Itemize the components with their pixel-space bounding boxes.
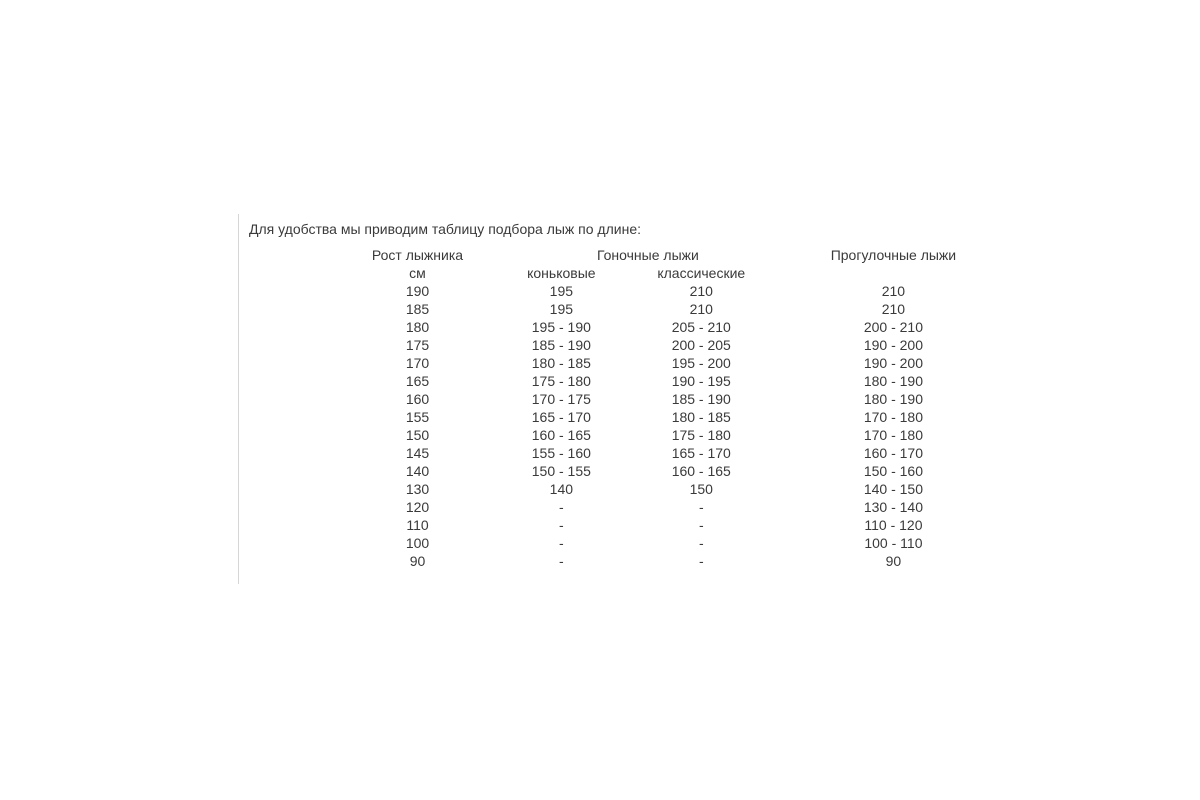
cell-walking: 100 - 110 <box>864 535 923 551</box>
cell-height: 155 <box>405 409 430 425</box>
cell-skate: - <box>559 553 564 569</box>
cell-classic: 210 <box>689 301 713 317</box>
cell-skate: 165 - 170 <box>531 409 591 425</box>
cell-walking: 180 - 190 <box>863 373 923 389</box>
cell-skate: - <box>559 517 564 533</box>
cell-skate: 140 <box>549 481 574 497</box>
table-body <box>327 246 999 570</box>
cell-skate: 185 - 190 <box>531 337 591 353</box>
cell-walking: 170 - 180 <box>863 409 923 425</box>
intro-text: Для удобства мы приводим таблицу подбора лыж по длине: <box>249 221 641 237</box>
cell-classic: 195 - 200 <box>671 355 731 371</box>
cell-walking: 110 - 120 <box>864 517 923 533</box>
cell-walking: 190 - 200 <box>863 355 923 371</box>
cell-height: 145 <box>405 445 430 461</box>
cell-walking: 130 - 140 <box>863 499 923 515</box>
cell-skate: 150 - 155 <box>531 463 591 479</box>
table-row <box>327 318 999 336</box>
cell-classic: - <box>698 499 704 515</box>
header-classic: классические <box>657 265 746 281</box>
header-row-1 <box>327 246 999 264</box>
cell-height: 150 <box>405 427 430 443</box>
cell-height: 170 <box>405 355 430 371</box>
cell-walking: 180 - 190 <box>863 391 923 407</box>
ski-size-table <box>327 246 999 570</box>
header-racing-skis: Гоночные лыжи <box>597 247 699 263</box>
table-row <box>327 498 999 516</box>
cell-walking: 150 - 160 <box>863 463 923 479</box>
header-skier-height: Рост лыжника <box>371 247 464 263</box>
cell-height: 140 <box>405 463 430 479</box>
cell-height: 165 <box>405 373 430 389</box>
cell-skate: 160 - 165 <box>531 427 591 443</box>
table-row <box>327 372 999 390</box>
table-row <box>327 534 999 552</box>
cell-classic: - <box>698 517 704 533</box>
header-unit-cm: см <box>409 265 426 281</box>
table-row <box>327 300 999 318</box>
table-row <box>327 336 999 354</box>
table-row <box>327 354 999 372</box>
cell-classic: 200 - 205 <box>671 337 731 353</box>
cell-height: 120 <box>405 499 430 515</box>
cell-classic: - <box>698 535 704 551</box>
header-walking-skis: Прогулочные лыжи <box>830 247 957 263</box>
cell-height: 185 <box>405 301 430 317</box>
cell-classic: 160 - 165 <box>671 463 731 479</box>
table-row <box>327 390 999 408</box>
cell-classic: 190 - 195 <box>671 373 731 389</box>
cell-height: 90 <box>409 553 426 569</box>
cell-walking: 160 - 170 <box>863 445 923 461</box>
table-row <box>327 462 999 480</box>
cell-height: 110 <box>406 517 429 533</box>
cell-classic: - <box>698 553 704 569</box>
table-row <box>327 480 999 498</box>
table-row <box>327 516 999 534</box>
cell-height: 190 <box>405 283 430 299</box>
table-row <box>327 408 999 426</box>
table-row <box>327 426 999 444</box>
header-skate: коньковые <box>527 265 596 281</box>
cell-walking: 200 - 210 <box>863 319 923 335</box>
table-row <box>327 444 999 462</box>
header-empty <box>788 264 999 282</box>
cell-classic: 180 - 185 <box>671 409 731 425</box>
cell-skate: 195 <box>549 301 574 317</box>
cell-walking: 210 <box>881 283 906 299</box>
cell-skate: - <box>559 535 564 551</box>
cell-skate: 155 - 160 <box>531 445 591 461</box>
cell-classic: 175 - 180 <box>671 427 731 443</box>
cell-height: 160 <box>405 391 430 407</box>
cell-skate: 195 <box>549 283 574 299</box>
table-row <box>327 552 999 570</box>
cell-height: 175 <box>405 337 430 353</box>
cell-walking: 210 <box>881 301 906 317</box>
cell-skate: 175 - 180 <box>531 373 591 389</box>
cell-skate: 195 - 190 <box>531 319 591 335</box>
table-row <box>327 282 999 300</box>
content-block <box>238 214 999 584</box>
cell-classic: 185 - 190 <box>671 391 731 407</box>
cell-classic: 165 - 170 <box>671 445 731 461</box>
cell-classic: 210 <box>689 283 713 299</box>
cell-skate: - <box>559 499 564 515</box>
cell-skate: 170 - 175 <box>531 391 591 407</box>
cell-walking: 90 <box>885 553 902 569</box>
cell-classic: 150 <box>689 481 713 497</box>
cell-walking: 170 - 180 <box>863 427 923 443</box>
cell-walking: 190 - 200 <box>863 337 923 353</box>
cell-height: 130 <box>405 481 430 497</box>
cell-height: 100 <box>405 535 430 551</box>
cell-walking: 140 - 150 <box>863 481 923 497</box>
cell-skate: 180 - 185 <box>531 355 591 371</box>
header-row-2 <box>327 264 999 282</box>
cell-classic: 205 - 210 <box>671 319 731 335</box>
cell-height: 180 <box>405 319 430 335</box>
